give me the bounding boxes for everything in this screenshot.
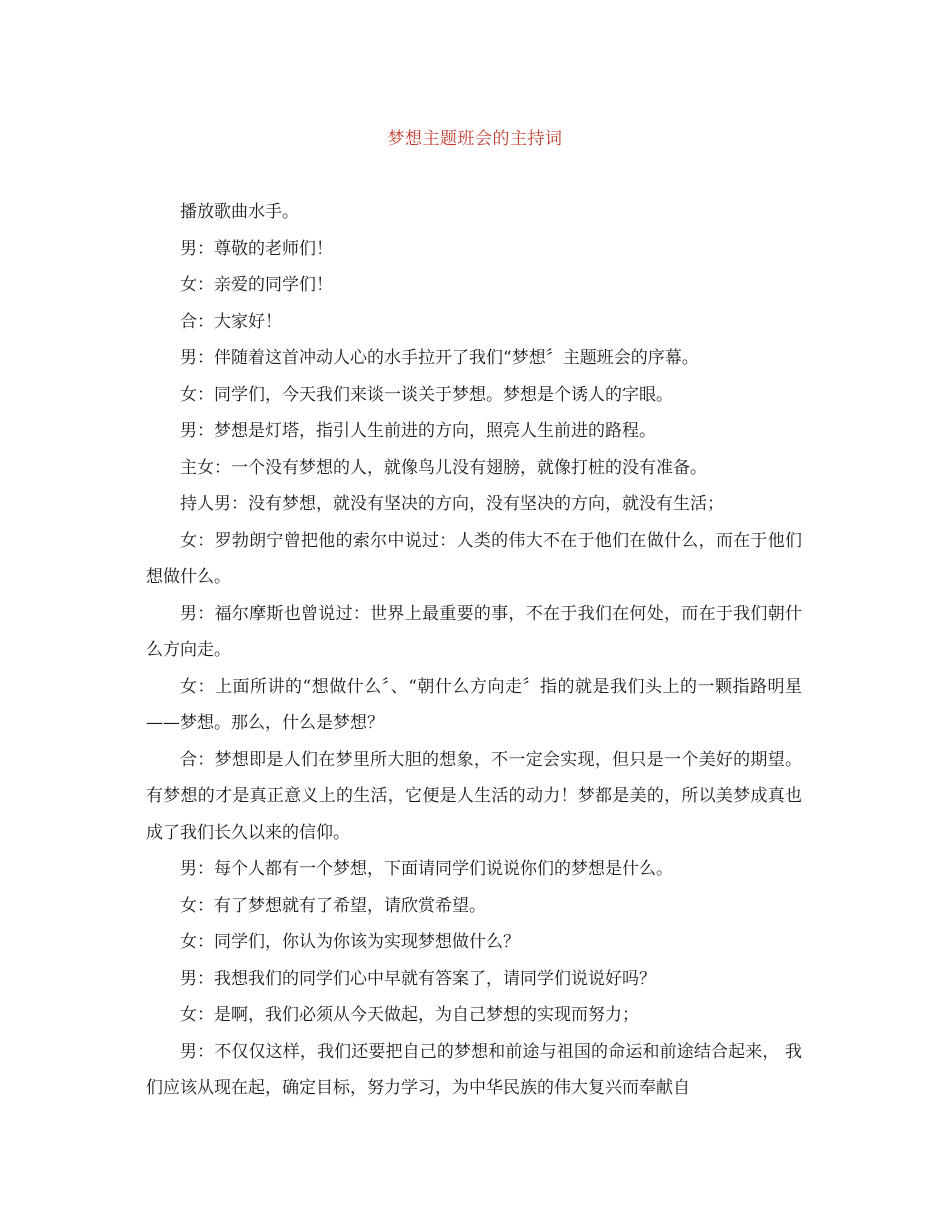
document-title: 梦想主题班会的主持词 — [387, 129, 563, 149]
paragraph: 男：尊敬的老师们！ — [180, 238, 333, 259]
paragraph: 女：上面所讲的“想做什么〞、“朝什么方向走〞指的就是我们头上的一颗指路明星——梦想。那么，什么是梦想？ — [146, 676, 802, 733]
paragraph: 男：伴随着这首冲动人心的水手拉开了我们“梦想〞主题班会的序幕。 — [180, 348, 699, 368]
paragraph: 持人男：没有梦想，就没有坚决的方向，没有坚决的方向，就没有生活； — [180, 494, 724, 514]
paragraph: 女：是啊，我们必须从今天做起，为自己梦想的实现而努力； — [180, 1005, 639, 1025]
paragraph: 男：福尔摩斯也曾说过：世界上最重要的事，不在于我们在何处，而在于我们朝什么方向走。 — [146, 603, 802, 660]
paragraph: 女：同学们，你认为你该为实现梦想做什么？ — [180, 932, 520, 952]
paragraph: 男：梦想是灯塔，指引人生前进的方向，照亮人生前进的路程。 — [180, 421, 656, 441]
paragraph: 播放歌曲水手。 — [180, 202, 299, 222]
paragraph: 合：大家好！ — [180, 311, 282, 332]
paragraph: 主女：一个没有梦想的人，就像鸟儿没有翅膀，就像打桩的没有准备。 — [180, 457, 707, 478]
paragraph: 女：同学们，今天我们来谈一谈关于梦想。梦想是个诱人的字眼。 — [180, 384, 673, 405]
paragraph: 男：我想我们的同学们心中早就有答案了，请同学们说说好吗？ — [180, 968, 656, 989]
paragraph: 女：罗勃朗宁曾把他的索尔中说过：人类的伟大不在于他们在做什么，而在于他们想做什么。 — [146, 530, 802, 587]
document-body — [146, 194, 802, 1107]
paragraph: 男：每个人都有一个梦想，下面请同学们说说你们的梦想是什么。 — [180, 859, 673, 879]
paragraph: 女：亲爱的同学们！ — [180, 275, 333, 295]
paragraph: 女：有了梦想就有了希望，请欣赏希望。 — [180, 895, 486, 916]
paragraph: 男：不仅仅这样，我们还要把自己的梦想和前途与祖国的命运和前途结合起来， 我们应该从现在起，确定目标，努力学习，为中华民族的伟大复兴而奉献自 — [146, 1041, 802, 1098]
paragraph: 合：梦想即是人们在梦里所大胆的想象，不一定会实现，但只是一个美好的期望。有梦想的才是真正意义上的生活，它便是人生活的动力！梦都是美的，所以美梦成真也成了我们长久以来的信仰。 — [146, 749, 802, 843]
